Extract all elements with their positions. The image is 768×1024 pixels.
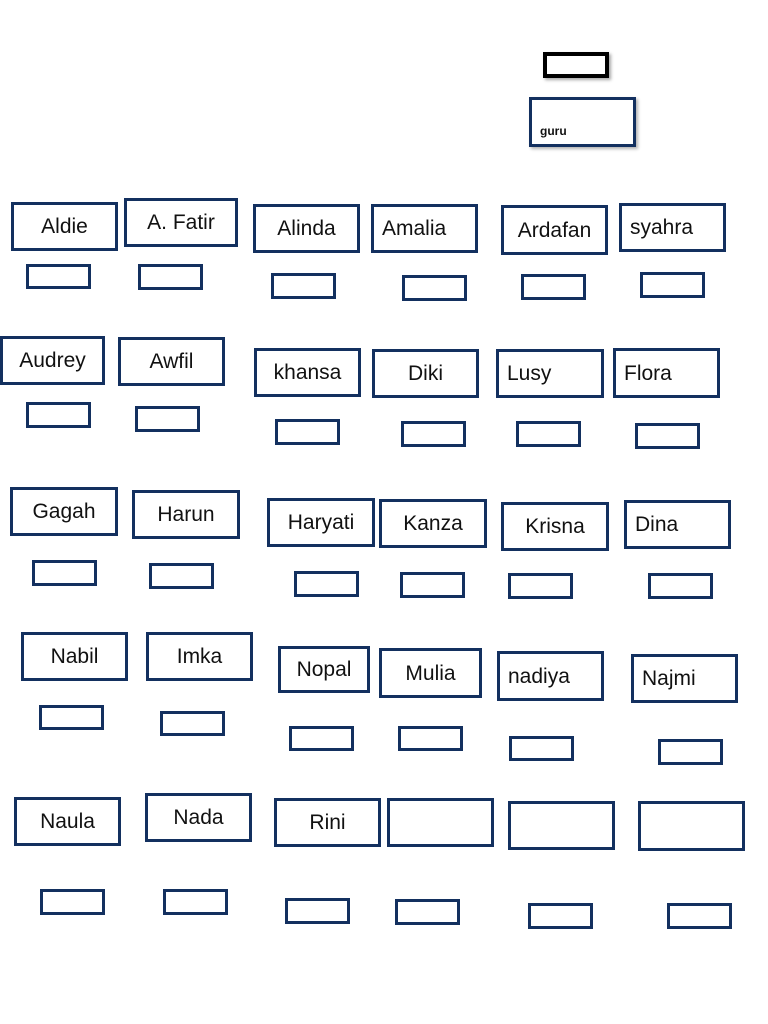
name-slot [401, 421, 466, 447]
name-slot [402, 275, 467, 301]
name-slot [160, 711, 225, 736]
name-box-nadiya: nadiya [497, 651, 604, 701]
name-box-mulia: Mulia [379, 648, 482, 698]
name-box-audrey: Audrey [0, 336, 105, 385]
name-slot [40, 889, 105, 915]
name-slot [635, 423, 700, 449]
name-slot [658, 739, 723, 765]
name-box-imka: Imka [146, 632, 253, 681]
name-box-dina: Dina [624, 500, 731, 549]
name-slot [521, 274, 586, 300]
name-box-kanza: Kanza [379, 499, 487, 548]
name-box-empty [387, 798, 494, 847]
name-slot [648, 573, 713, 599]
name-slot [275, 419, 340, 445]
name-box-naula: Naula [14, 797, 121, 846]
name-box-empty [508, 801, 615, 850]
name-slot [398, 726, 463, 751]
name-box-aldie: Aldie [11, 202, 118, 251]
name-box-a-fatir: A. Fatir [124, 198, 238, 247]
name-box-diki: Diki [372, 349, 479, 398]
name-box-haryati: Haryati [267, 498, 375, 547]
name-slot [26, 264, 91, 289]
name-box-amalia: Amalia [371, 204, 478, 253]
name-box-harun: Harun [132, 490, 240, 539]
name-box-najmi: Najmi [631, 654, 738, 703]
name-box-khansa: khansa [254, 348, 361, 397]
top-empty-slot [543, 52, 609, 78]
name-box-alinda: Alinda [253, 204, 360, 253]
name-box-nabil: Nabil [21, 632, 128, 681]
name-slot [294, 571, 359, 597]
name-slot [163, 889, 228, 915]
name-box-flora: Flora [613, 348, 720, 398]
name-slot [509, 736, 574, 761]
name-slot [640, 272, 705, 298]
name-box-nopal: Nopal [278, 646, 370, 693]
name-box-ardafan: Ardafan [501, 205, 608, 255]
name-box-awfil: Awfil [118, 337, 225, 386]
name-slot [271, 273, 336, 299]
name-box-rini: Rini [274, 798, 381, 847]
name-slot [26, 402, 91, 428]
name-slot [138, 264, 203, 290]
name-slot [528, 903, 593, 929]
name-slot [395, 899, 460, 925]
name-slot [149, 563, 214, 589]
name-box-gagah: Gagah [10, 487, 118, 536]
name-box-lusy: Lusy [496, 349, 604, 398]
name-box-krisna: Krisna [501, 502, 609, 551]
name-box-empty [638, 801, 745, 851]
name-box-nada: Nada [145, 793, 252, 842]
name-slot [285, 898, 350, 924]
name-slot [289, 726, 354, 751]
name-slot [39, 705, 104, 730]
name-slot [508, 573, 573, 599]
name-slot [667, 903, 732, 929]
name-slot [32, 560, 97, 586]
guru-label: guru [540, 124, 567, 138]
name-slot [135, 406, 200, 432]
guru-box [529, 97, 636, 147]
name-box-syahra: syahra [619, 203, 726, 252]
name-slot [516, 421, 581, 447]
name-slot [400, 572, 465, 598]
